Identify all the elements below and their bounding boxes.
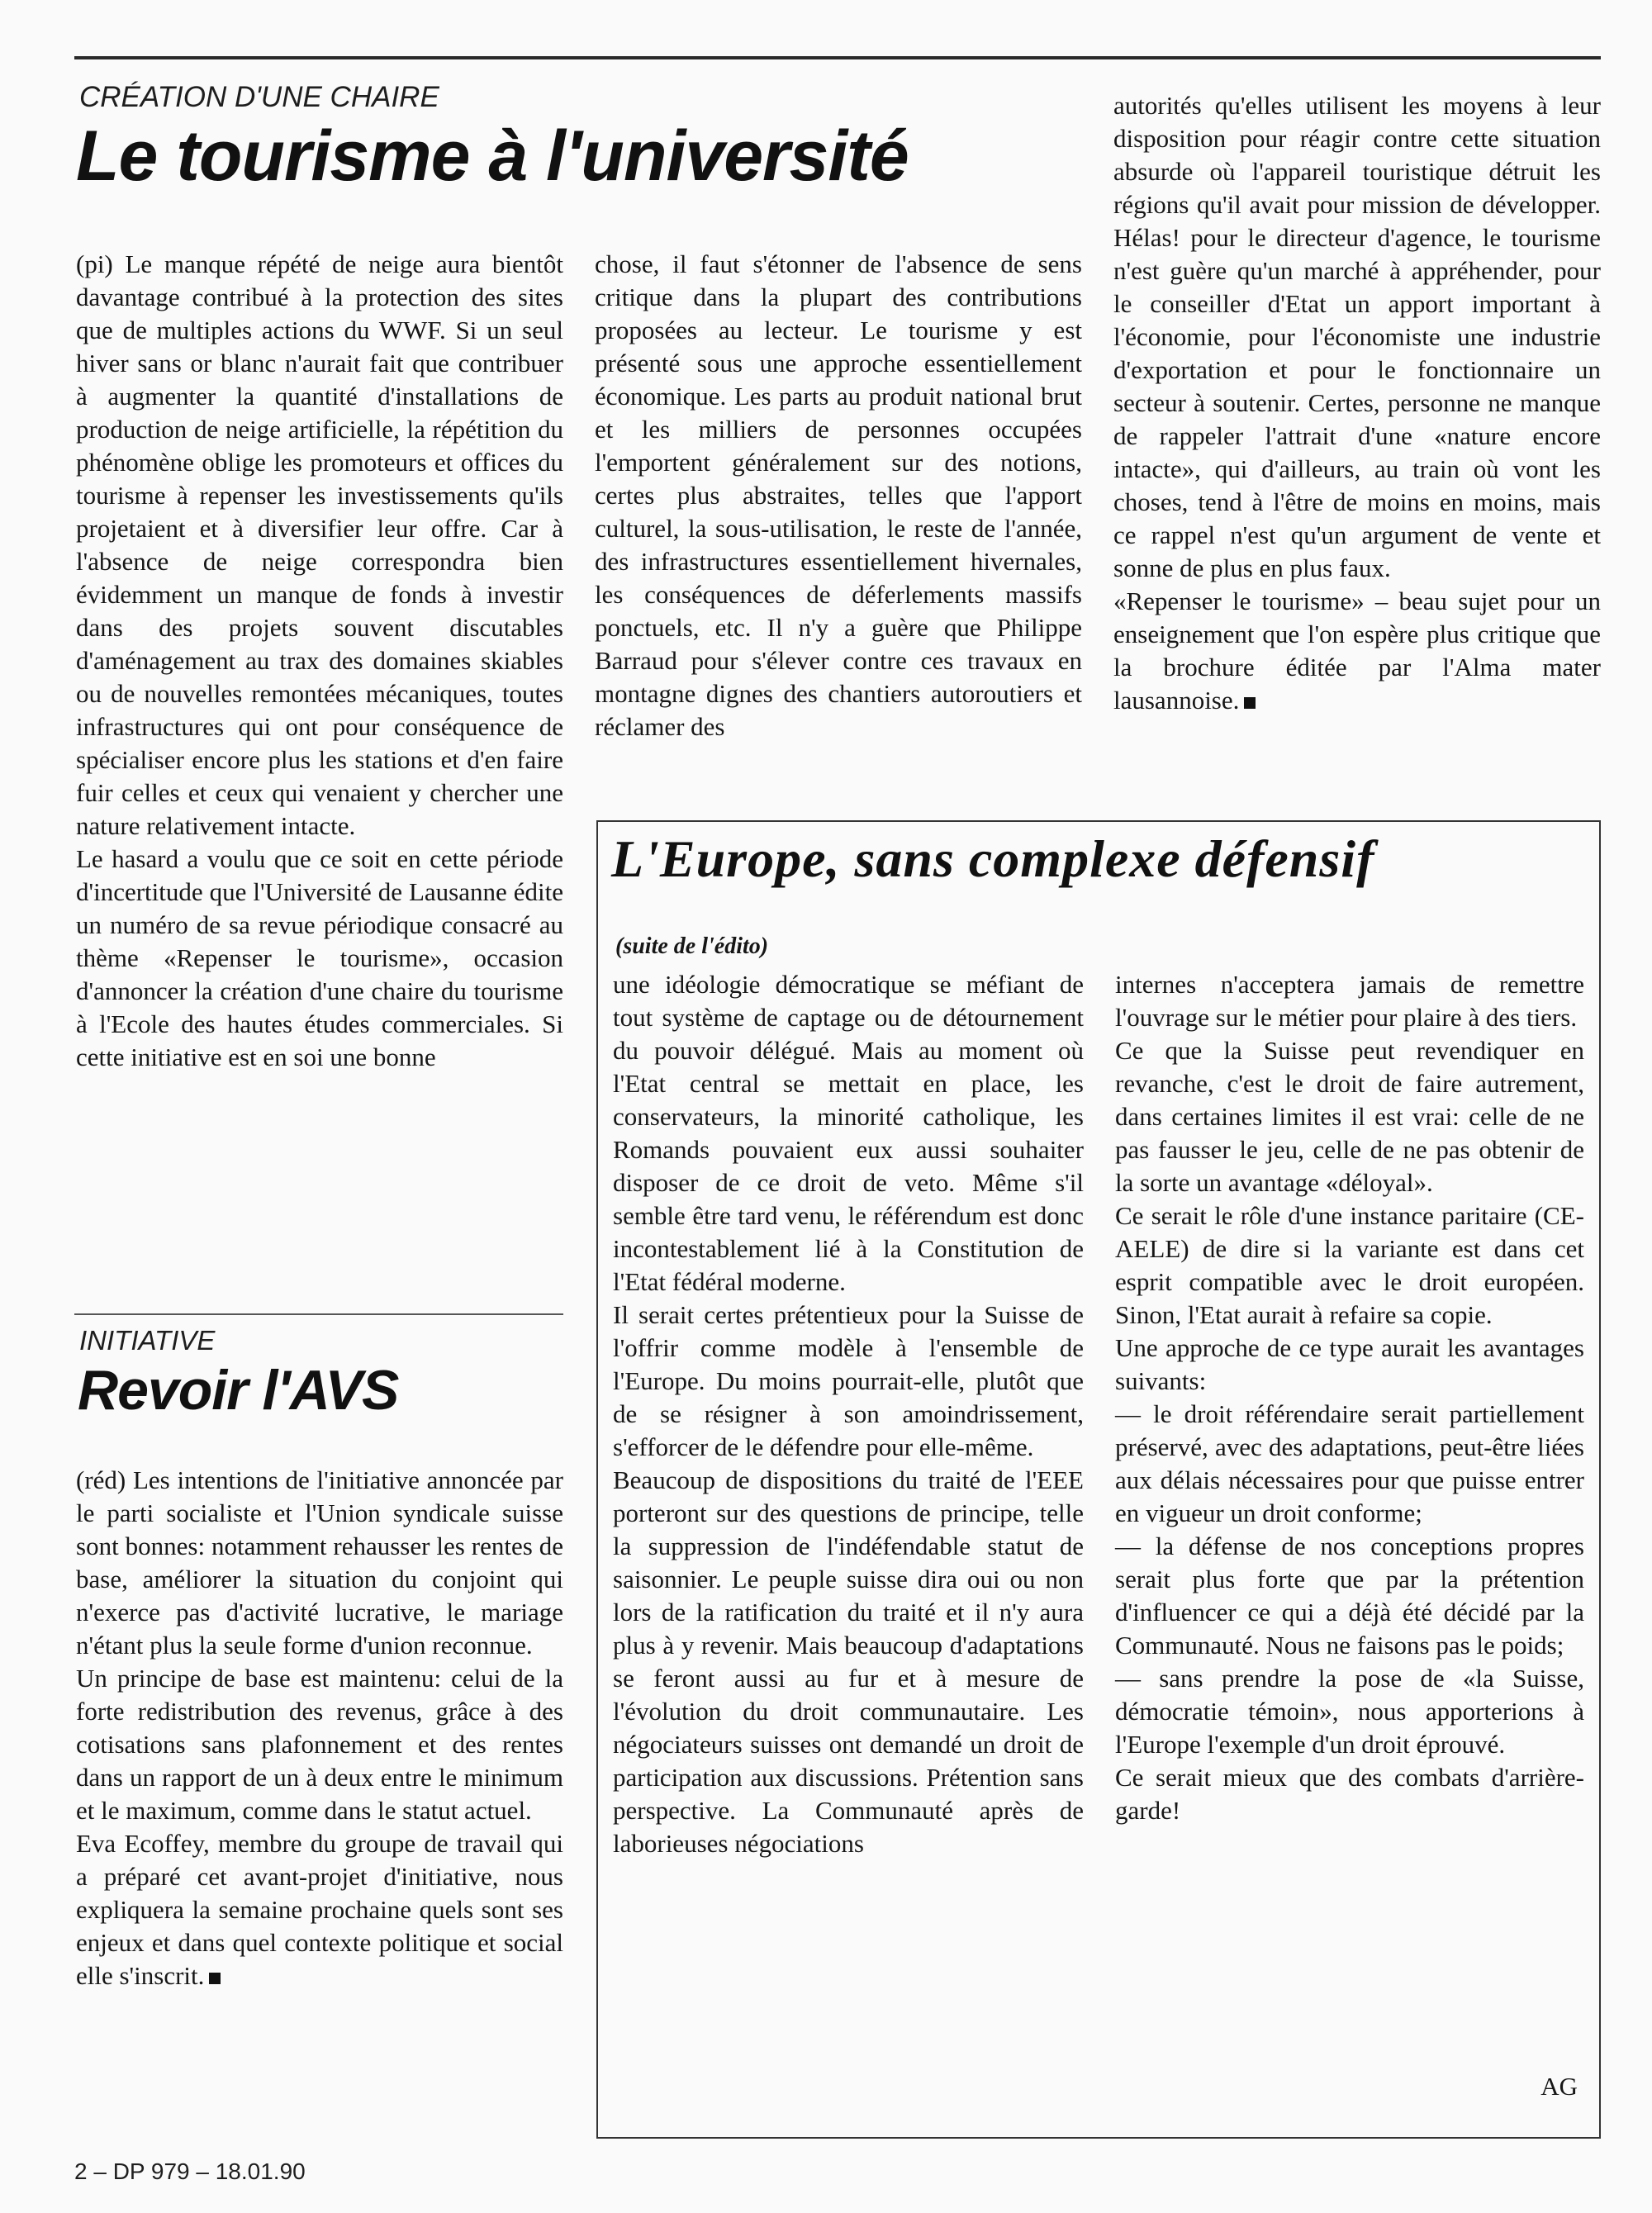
- europe-headline: L'Europe, sans complexe défensif: [611, 829, 1375, 888]
- europe-paragraph: Ce que la Suisse peut revendiquer en revanche, c'est le droit de faire autrement, dans certaines limites il est vrai: celle de ne pas fausser le jeu, celle de ne pas obtenir de la sorte un avantage «déloyal».: [1115, 1036, 1584, 1197]
- top-rule: [74, 56, 1601, 59]
- europe-paragraph: Beaucoup de dispositions du traité de l'EEE porteront sur des questions de principe, telle la suppression de l'indéfendable statut de saisonnier. Le peuple suisse dira oui ou non lors de la ratification du traité et il n'y aura plus à y revenir. Mais beaucoup d'adaptations se feront aussi au fur et à mesure de l'évolution du droit communautaire. Les négociateurs suisses ont demandé un droit de participation aux discussions. Prétention sans perspective. La Communauté après de laborieuses négociations: [613, 1465, 1084, 1858]
- tourisme-paragraph: Le hasard a voulu que ce soit en cette période d'incertitude que l'Université de Lausanne édite un numéro de sa revue périodique consacré au thème «Repenser le tourisme», occasion d'annoncer la création d'une chaire du tourisme à l'Ecole des hautes études commerciales. Si cette initiative est en soi une bonne: [76, 844, 563, 1071]
- europe-paragraph: internes n'acceptera jamais de remettre l'ouvrage sur le métier pour plaire à des tiers.: [1115, 970, 1584, 1032]
- europe-signature: AG: [1540, 2072, 1578, 2101]
- tourisme-paragraph: autorités qu'elles utilisent les moyens à leur disposition pour réagir contre cette situation absurde où l'appareil touristique détruit les régions qu'il avait pour mission de développer. Hélas! pour le directeur d'agence, le tourisme n'est guère qu'un marché à appréhender, pour le conseiller d'Etat un apport important à l'économie, pour l'économiste une industrie d'exportation et pour le fonctionnaire un secteur à soutenir. Certes, personne ne manque de rappeler l'attrait d'une «nature encore intacte», qui d'ailleurs, au train où vont les choses, tend à l'être de moins en moins, mais ce rappel n'est qu'un argument de vente et sonne de plus en plus faux.: [1113, 91, 1601, 582]
- avs-closing-text: Eva Ecoffey, membre du groupe de travail qui a préparé cet avant-projet d'initiative, nous expliquera la semaine prochaine quels sont ses enjeux et dans quel contexte politique et social elle s'inscrit.: [76, 1829, 563, 1990]
- europe-list-item: — la défense de nos conceptions propres serait plus forte que par la prétention d'influencer ce qui a déjà été décidé par la Communauté. Nous ne faisons pas le poids;: [1115, 1532, 1584, 1660]
- europe-paragraph: une idéologie démocratique se méfiant de tout système de captage ou de détournement du pouvoir délégué. Mais au moment où l'Etat central se mettait en place, les conservateurs, la minorité catholique, les Romands pouvaient eux aussi souhaiter disposer de ce droit de veto. Même s'il semble être tard venu, le référendum est donc incontestablement lié à la Constitution de l'Etat fédéral moderne.: [613, 970, 1084, 1296]
- avs-headline: Revoir l'AVS: [78, 1359, 399, 1422]
- europe-list-item: — le droit référendaire serait partiellement préservé, avec des adaptations, peut-être liées aux délais nécessaires pour que puisse entrer en vigueur un droit conforme;: [1115, 1399, 1584, 1527]
- end-mark-icon: [1244, 697, 1256, 709]
- tourisme-column-2: [595, 248, 1082, 743]
- avs-column: [76, 1464, 563, 1992]
- tourisme-paragraph-end: [1113, 585, 1601, 717]
- page-folio: 2 – DP 979 – 18.01.90: [74, 2158, 306, 2184]
- tourisme-kicker: CRÉATION D'UNE CHAIRE: [79, 81, 439, 113]
- tourisme-column-1: [76, 248, 563, 1074]
- europe-continued-label: (suite de l'édito): [615, 933, 769, 959]
- avs-paragraph: Un principe de base est maintenu: celui de la forte redistribution des revenus, grâce à des cotisations sans plafonnement et des rentes dans un rapport de un à deux entre le minimum et le maximum, comme dans le statut actuel.: [76, 1664, 563, 1825]
- europe-paragraph: Il serait certes prétentieux pour la Suisse de l'offrir comme modèle à l'ensemble de l'Europe. Du moins pourrait-elle, plutôt que de se résigner à son amoindrissement, s'efforcer de le défendre pour elle-même.: [613, 1300, 1084, 1461]
- tourisme-headline: Le tourisme à l'université: [76, 116, 909, 196]
- section-divider: [74, 1313, 563, 1315]
- tourisme-paragraph: (pi) Le manque répété de neige aura bientôt davantage contribué à la protection des sites que de multiples actions du WWF. Si un seul hiver sans or blanc n'aurait fait que contribuer à augmenter la quantité d'installations de production de neige artificielle, la répétition du phénomène oblige les promoteurs et offices du tourisme à repenser les investissements qu'ils projetaient et à diversifier leur offre. Car à l'absence de neige correspondra bien évidemment un manque de fonds à investir dans des projets souvent discutables d'aménagement au trax des domaines skiables ou de nouvelles remontées mécaniques, toutes infrastructures qui ont pour conséquence de spécialiser encore plus les stations et d'en faire fuir celles et ceux qui venaient y chercher une nature relativement intacte.: [76, 249, 563, 840]
- end-mark-icon: [209, 1973, 221, 1984]
- europe-column-2: [1115, 968, 1584, 1827]
- europe-column-1: [613, 968, 1084, 1860]
- avs-paragraph-end: [76, 1827, 563, 1992]
- tourisme-column-3: [1113, 89, 1601, 717]
- europe-paragraph: Ce serait le rôle d'une instance paritaire (CE-AELE) de dire si la variante est dans cet esprit compatible avec le droit européen. Sinon, l'Etat aurait à refaire sa copie.: [1115, 1201, 1584, 1329]
- europe-list-item: — sans prendre la pose de «la Suisse, démocratie témoin», nous apporterions à l'Europe l'exemple d'un droit éprouvé.: [1115, 1664, 1584, 1759]
- avs-kicker: INITIATIVE: [79, 1325, 216, 1356]
- tourisme-paragraph: chose, il faut s'étonner de l'absence de sens critique dans la plupart des contributions proposées au lecteur. Le tourisme y est présenté sous une approche essentiellement économique. Les parts au produit national brut et les milliers de personnes occupées l'emportent généralement sur des notions, certes plus abstraites, telles que l'apport culturel, la sous-utilisation, le reste de l'année, des infrastructures essentiellement hivernales, les conséquences de déferlements massifs ponctuels, etc. Il n'y a guère que Philippe Barraud pour s'élever contre ces travaux en montagne dignes des chantiers autoroutiers et réclamer des: [595, 249, 1082, 741]
- europe-paragraph: Une approche de ce type aurait les avantages suivants:: [1115, 1333, 1584, 1395]
- tourisme-closing-text: «Repenser le tourisme» – beau sujet pour un enseignement que l'on espère plus critique que la brochure éditée par l'Alma mater lausannoise.: [1113, 586, 1601, 715]
- europe-paragraph: Ce serait mieux que des combats d'arrière-garde!: [1115, 1763, 1584, 1825]
- avs-paragraph: (réd) Les intentions de l'initiative annoncée par le parti socialiste et l'Union syndicale suisse sont bonnes: notamment rehausser les rentes de base, améliorer la situation du conjoint qui n'exerce pas d'activité lucrative, le mariage n'étant plus la seule forme d'union reconnue.: [76, 1465, 563, 1660]
